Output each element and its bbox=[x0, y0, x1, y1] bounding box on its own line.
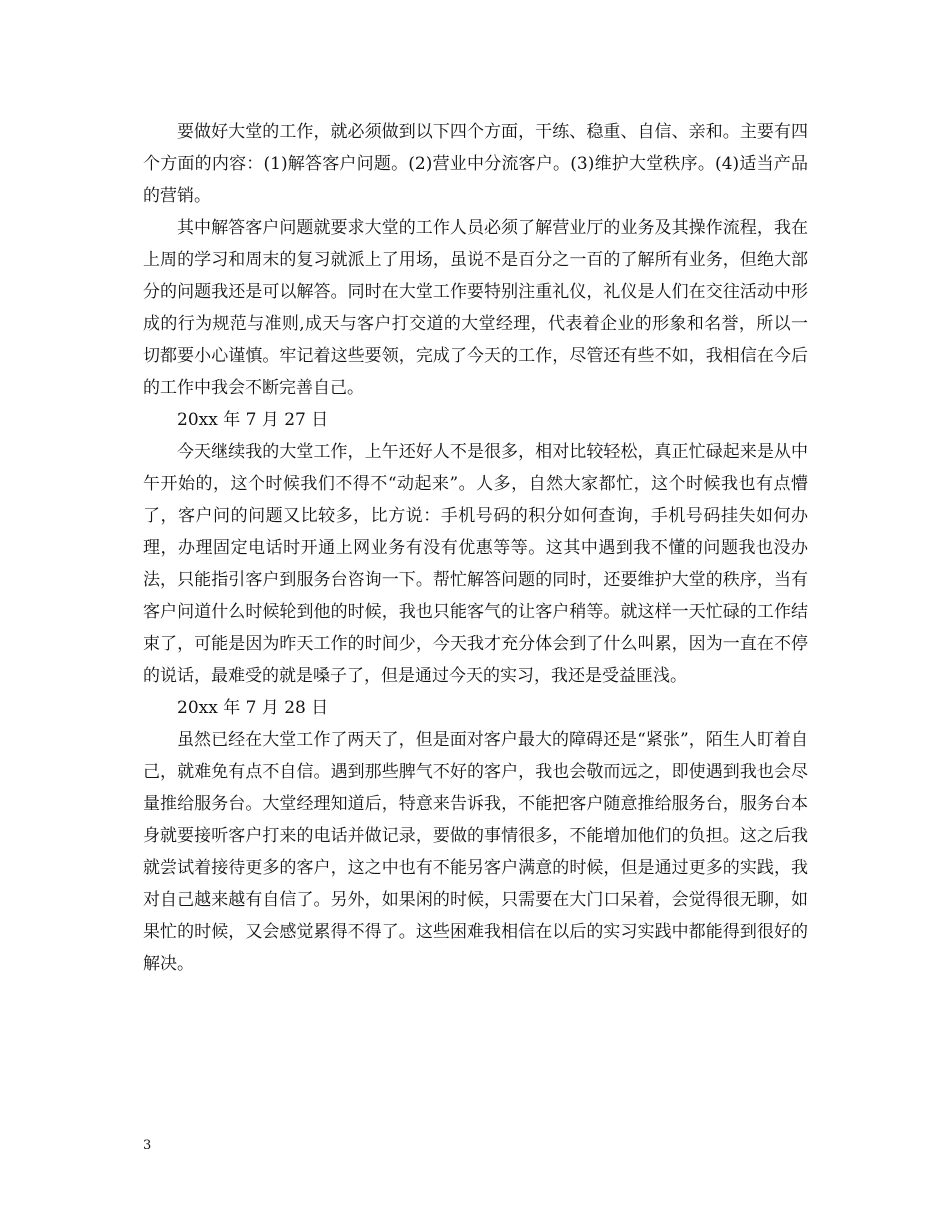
date-heading-july-28: 20xx 年 7 月 28 日 bbox=[177, 698, 329, 718]
date-heading-july-27: 20xx 年 7 月 27 日 bbox=[177, 410, 329, 430]
page-number: 3 bbox=[143, 1138, 152, 1153]
paragraph-intro: 要做好大堂的工作，就必须做到以下四个方面，干练、稳重、自信、亲和。主要有四个方面的内容：(1)解答客户问题。(2)营业中分流客户。(3)维护大堂秩序。(4)适当产品的营销。 bbox=[143, 122, 808, 206]
paragraph-customer-questions: 其中解答客户问题就要求大堂的工作人员必须了解营业厅的业务及其操作流程，我在上周的学习和周末的复习就派上了用场，虽说不是百分之一百的了解所有业务，但绝大部分的问题我还是可以解答。同时在大堂工作要特别注重礼仪，礼仪是人们在交往活动中形成的行为规范与准则,成天与客户打交道的大堂经理，代表着企业的形象和名誉，所以一切都要小心谨慎。牢记着这些要领，完成了今天的工作，尽管还有些不如，我相信在今后的工作中我会不断完善自己。 bbox=[143, 218, 808, 398]
paragraph-july-27: 今天继续我的大堂工作，上午还好人不是很多，相对比较轻松，真正忙碌起来是从中午开始的，这个时候我们不得不“动起来”。人多，自然大家都忙，这个时候我也有点懵了，客户问的问题又比较多，比方说：手机号码的积分如何查询，手机号码挂失如何办理，办理固定电话时开通上网业务有没有优惠等等。这其中遇到我不懂的问题我也没办法，只能指引客户到服务台咨询一下。帮忙解答问题的同时，还要维护大堂的秩序，当有客户问道什么时候轮到他的时候，我也只能客气的让客户稍等。就这样一天忙碌的工作结束了，可能是因为昨天工作的时间少，今天我才充分体会到了什么叫累，因为一直在不停的说话，最难受的就是嗓子了，但是通过今天的实习，我还是受益匪浅。 bbox=[143, 442, 808, 686]
paragraph-july-28: 虽然已经在大堂工作了两天了，但是面对客户最大的障碍还是“紧张”，陌生人盯着自己，就难免有点不自信。遇到那些脾气不好的客户，我也会敬而远之，即使遇到我也会尽量推给服务台。大堂经理知道后，特意来告诉我，不能把客户随意推给服务台，服务台本身就要接听客户打来的电话并做记录，要做的事情很多，不能增加他们的负担。这之后我就尝试着接待更多的客户，这之中也有不能另客户满意的时候，但是通过更多的实践，我对自己越来越有自信了。另外，如果闲的时候，只需要在大门口呆着，会觉得很无聊，如果忙的时候，又会感觉累得不得了。这些困难我相信在以后的实习实践中都能得到很好的解决。 bbox=[143, 730, 808, 974]
body-text bbox=[143, 116, 808, 980]
